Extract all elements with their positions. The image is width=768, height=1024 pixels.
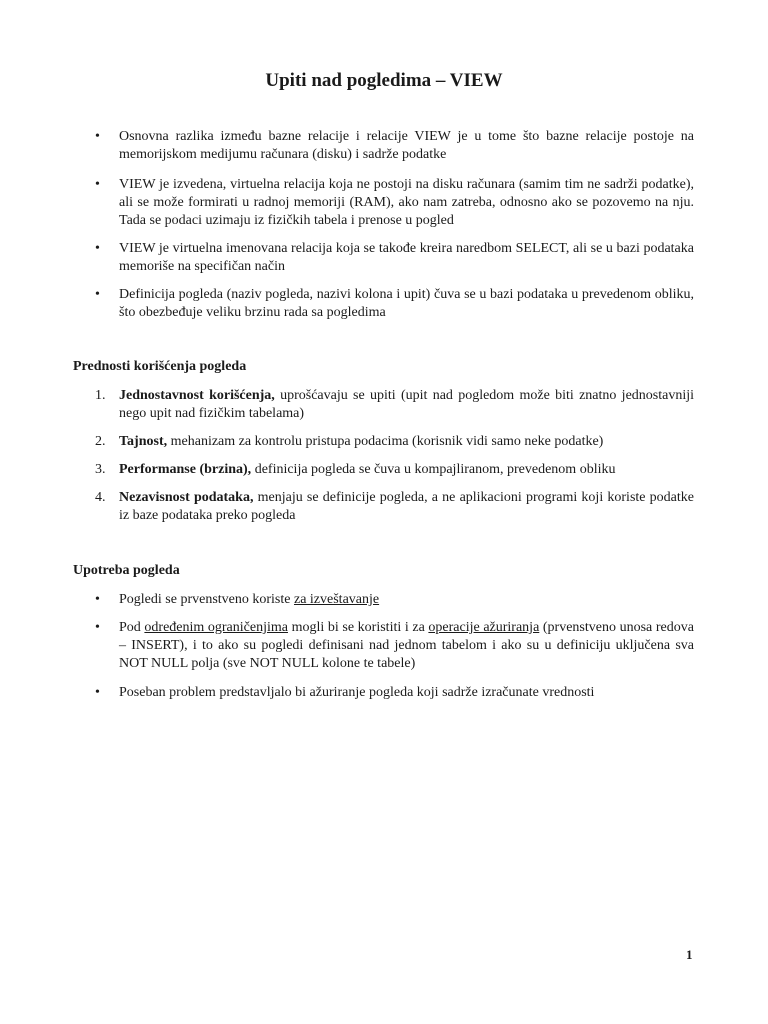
- list-item: [95, 461, 694, 479]
- list-item-text: Definicija pogleda (naziv pogleda, nazivi kolona i upit) čuva se u bazi podataka u prevedenom obliku, što obezbeđuje veliku brzinu rada sa pogledima: [119, 287, 694, 320]
- list-item: [95, 286, 694, 322]
- number-marker: 2.: [95, 434, 106, 449]
- item-text: (prvenstveno unosa redova – INSERT), i to ako su pogledi definisani nad jednom tabelom i ako su u definiciju uključena sva NOT NULL polja (sve NOT NULL kolone te tabele): [119, 620, 694, 671]
- page-title: Upiti nad pogledima – VIEW: [265, 70, 503, 91]
- item-text: Pogledi se prvenstveno koriste: [119, 592, 294, 607]
- item-term: Nezavisnost podataka,: [119, 490, 254, 505]
- item-text: Poseban problem predstavljalo bi ažuriranje pogleda koji sadrže izračunate vrednosti: [119, 685, 595, 700]
- bullet-marker: •: [95, 685, 100, 700]
- number-marker: 4.: [95, 490, 106, 505]
- item-text: uprošćavaju se upiti (upit nad pogledom može biti znatno jednostavniji nego upit nad fizičkim tabelama): [119, 388, 695, 421]
- item-text: definicija pogleda se čuva u kompajliranom, prevedenom obliku: [251, 462, 616, 477]
- item-text: mogli bi se koristiti i za: [287, 620, 429, 635]
- bullet-marker: •: [95, 177, 100, 192]
- list-item-text: Osnovna razlika između bazne relacije i relacije VIEW je u tome što bazne relacije postoje na memorijskom medijumu računara (disku) i sadrže podatke: [119, 129, 694, 162]
- bullet-marker: •: [95, 129, 100, 144]
- list-item-text: VIEW je izvedena, virtuelna relacija koja ne postoji na disku računara (samim tim ne sadrži podatke), ali se može formirati u radnoj memoriji (RAM), ako nam zatreba, odnosno ako se pozovemo na nju. Tada se podaci uzimaju iz fizičkih tabela i prenose u pogled: [119, 177, 694, 228]
- underlined-phrase: određenim ograničenjima: [144, 620, 288, 635]
- bullet-marker: •: [95, 592, 100, 607]
- list-item: [95, 176, 694, 230]
- list-item: [95, 128, 694, 164]
- underlined-phrase: za izveštavanje: [293, 592, 380, 607]
- item-text: mehanizam za kontrolu pristupa podacima (korisnik vidi samo neke podatke): [167, 434, 604, 449]
- item-term: Tajnost,: [119, 434, 168, 449]
- bullet-marker: •: [95, 287, 100, 302]
- list-item-text: VIEW je virtuelna imenovana relacija koja se takođe kreira naredbom SELECT, ali se u bazi podataka memoriše na specifičan način: [119, 241, 694, 274]
- list-item: [95, 684, 694, 702]
- underlined-phrase: operacije ažuriranja: [428, 620, 540, 635]
- section-heading-usage: Upotreba pogleda: [73, 563, 180, 578]
- section-heading-advantages: Prednosti korišćenja pogleda: [73, 359, 247, 374]
- item-text: menjaju se definicije pogleda, a ne aplikacioni programi koji koriste podatke iz baze podataka preko pogleda: [119, 490, 694, 523]
- list-item: [95, 240, 694, 276]
- list-item: [95, 387, 695, 423]
- number-marker: 1.: [95, 388, 106, 403]
- item-term: Performanse (brzina),: [119, 462, 252, 477]
- item-term: Jednostavnost korišćenja,: [119, 388, 275, 403]
- page-number: 1: [686, 947, 693, 962]
- list-item: [95, 619, 694, 673]
- list-item: [95, 489, 694, 525]
- list-item: [95, 591, 694, 609]
- bullet-marker: •: [95, 620, 100, 635]
- list-item: [95, 433, 694, 451]
- item-text: Pod: [119, 620, 145, 635]
- bullet-marker: •: [95, 241, 100, 256]
- number-marker: 3.: [95, 462, 106, 477]
